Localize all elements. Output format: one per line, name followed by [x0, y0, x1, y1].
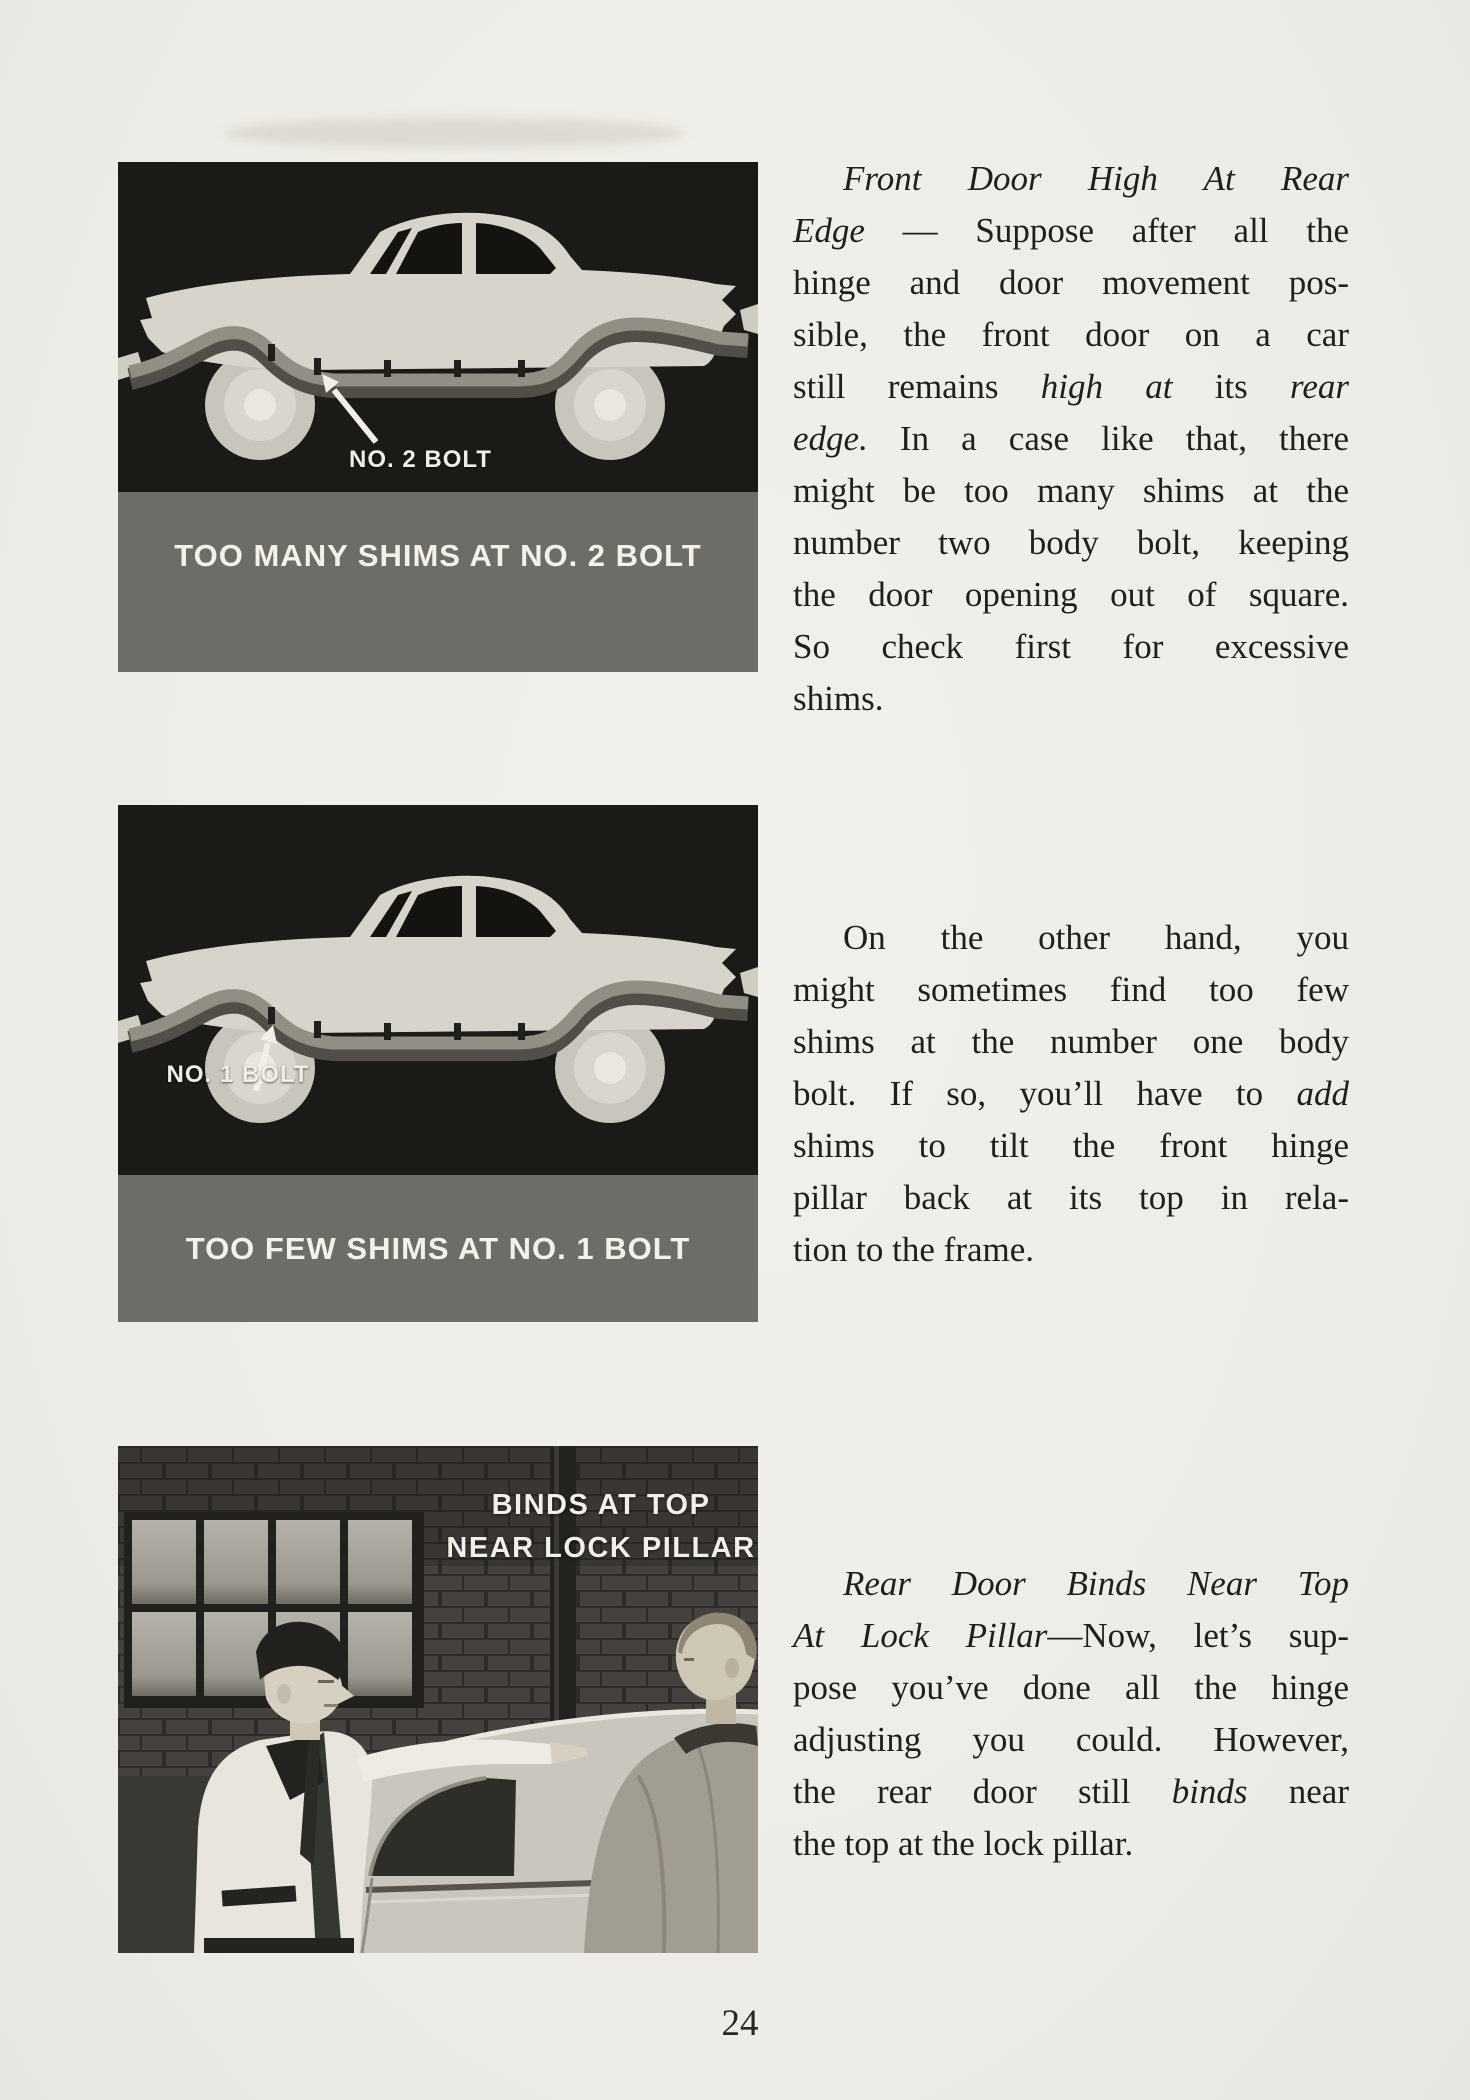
text-line: hinge and door movement pos- [793, 263, 1349, 302]
text-line: might be too many shims at the [793, 471, 1349, 510]
figure2-caption-band [118, 1175, 758, 1322]
figure2-photo [118, 805, 758, 1175]
text-line: edge. In a case like that, there [793, 419, 1349, 458]
text-line: pillar back at its top in rela- [793, 1178, 1349, 1217]
text-line: shims to tilt the front hinge [793, 1126, 1349, 1165]
figure1-caption-band [118, 492, 758, 672]
text-line: number two body bolt, keeping [793, 523, 1349, 562]
text-line: tion to the frame. [793, 1230, 1035, 1269]
figure-binds-at-lock-pillar [118, 1446, 758, 1953]
car-chassis-illustration [118, 805, 758, 1175]
overlay-line-2: NEAR LOCK PILLAR [446, 1532, 756, 1564]
text-line: Rear Door Binds Near Top [843, 1564, 1349, 1603]
text-line: shims at the number one body [793, 1022, 1349, 1061]
scan-smudge [225, 118, 685, 148]
bolt-callout-label-no2: NO. 2 BOLT [349, 446, 492, 473]
figure1-caption: TOO MANY SHIMS AT NO. 2 BOLT [174, 538, 702, 573]
figure1-photo [118, 162, 758, 492]
text-line: might sometimes find too few [793, 970, 1349, 1009]
text-line: bolt. If so, you’ll have to add [793, 1074, 1349, 1113]
text-line: adjusting you could. However, [793, 1720, 1349, 1759]
text-line: sible, the front door on a car [793, 315, 1349, 354]
figure3-photo [118, 1446, 758, 1953]
text-line: Edge — Suppose after all the [793, 211, 1349, 250]
text-line: the rear door still binds near [793, 1772, 1349, 1811]
paragraph-front-door-high [793, 153, 1349, 725]
text-line: At Lock Pillar—Now, let’s sup- [793, 1616, 1349, 1655]
text-line: On the other hand, you [843, 918, 1349, 957]
text-line: the top at the lock pillar. [793, 1824, 1134, 1863]
text-line: shims. [793, 679, 884, 718]
photo-overlay-caption [443, 1484, 758, 1570]
paragraph-too-few-shims [793, 912, 1349, 1276]
text-line: still remains high at its rear [793, 367, 1349, 406]
text-line: the door opening out of square. [793, 575, 1349, 614]
car-chassis-illustration [118, 162, 758, 492]
figure2-caption: TOO FEW SHIMS AT NO. 1 BOLT [185, 1230, 691, 1266]
paragraph-rear-door-binds [793, 1558, 1349, 1870]
overlay-line-1: BINDS AT TOP [491, 1489, 711, 1521]
figure-too-few-shims [118, 805, 758, 1322]
text-line: pose you’ve done all the hinge [793, 1668, 1349, 1707]
text-line: Front Door High At Rear [843, 159, 1349, 198]
figure-too-many-shims [118, 162, 758, 672]
text-line: So check first for excessive [793, 627, 1349, 666]
bolt-callout-label-no1: NO. 1 BOLT [166, 1061, 310, 1088]
page-number: 24 [721, 2003, 759, 2044]
